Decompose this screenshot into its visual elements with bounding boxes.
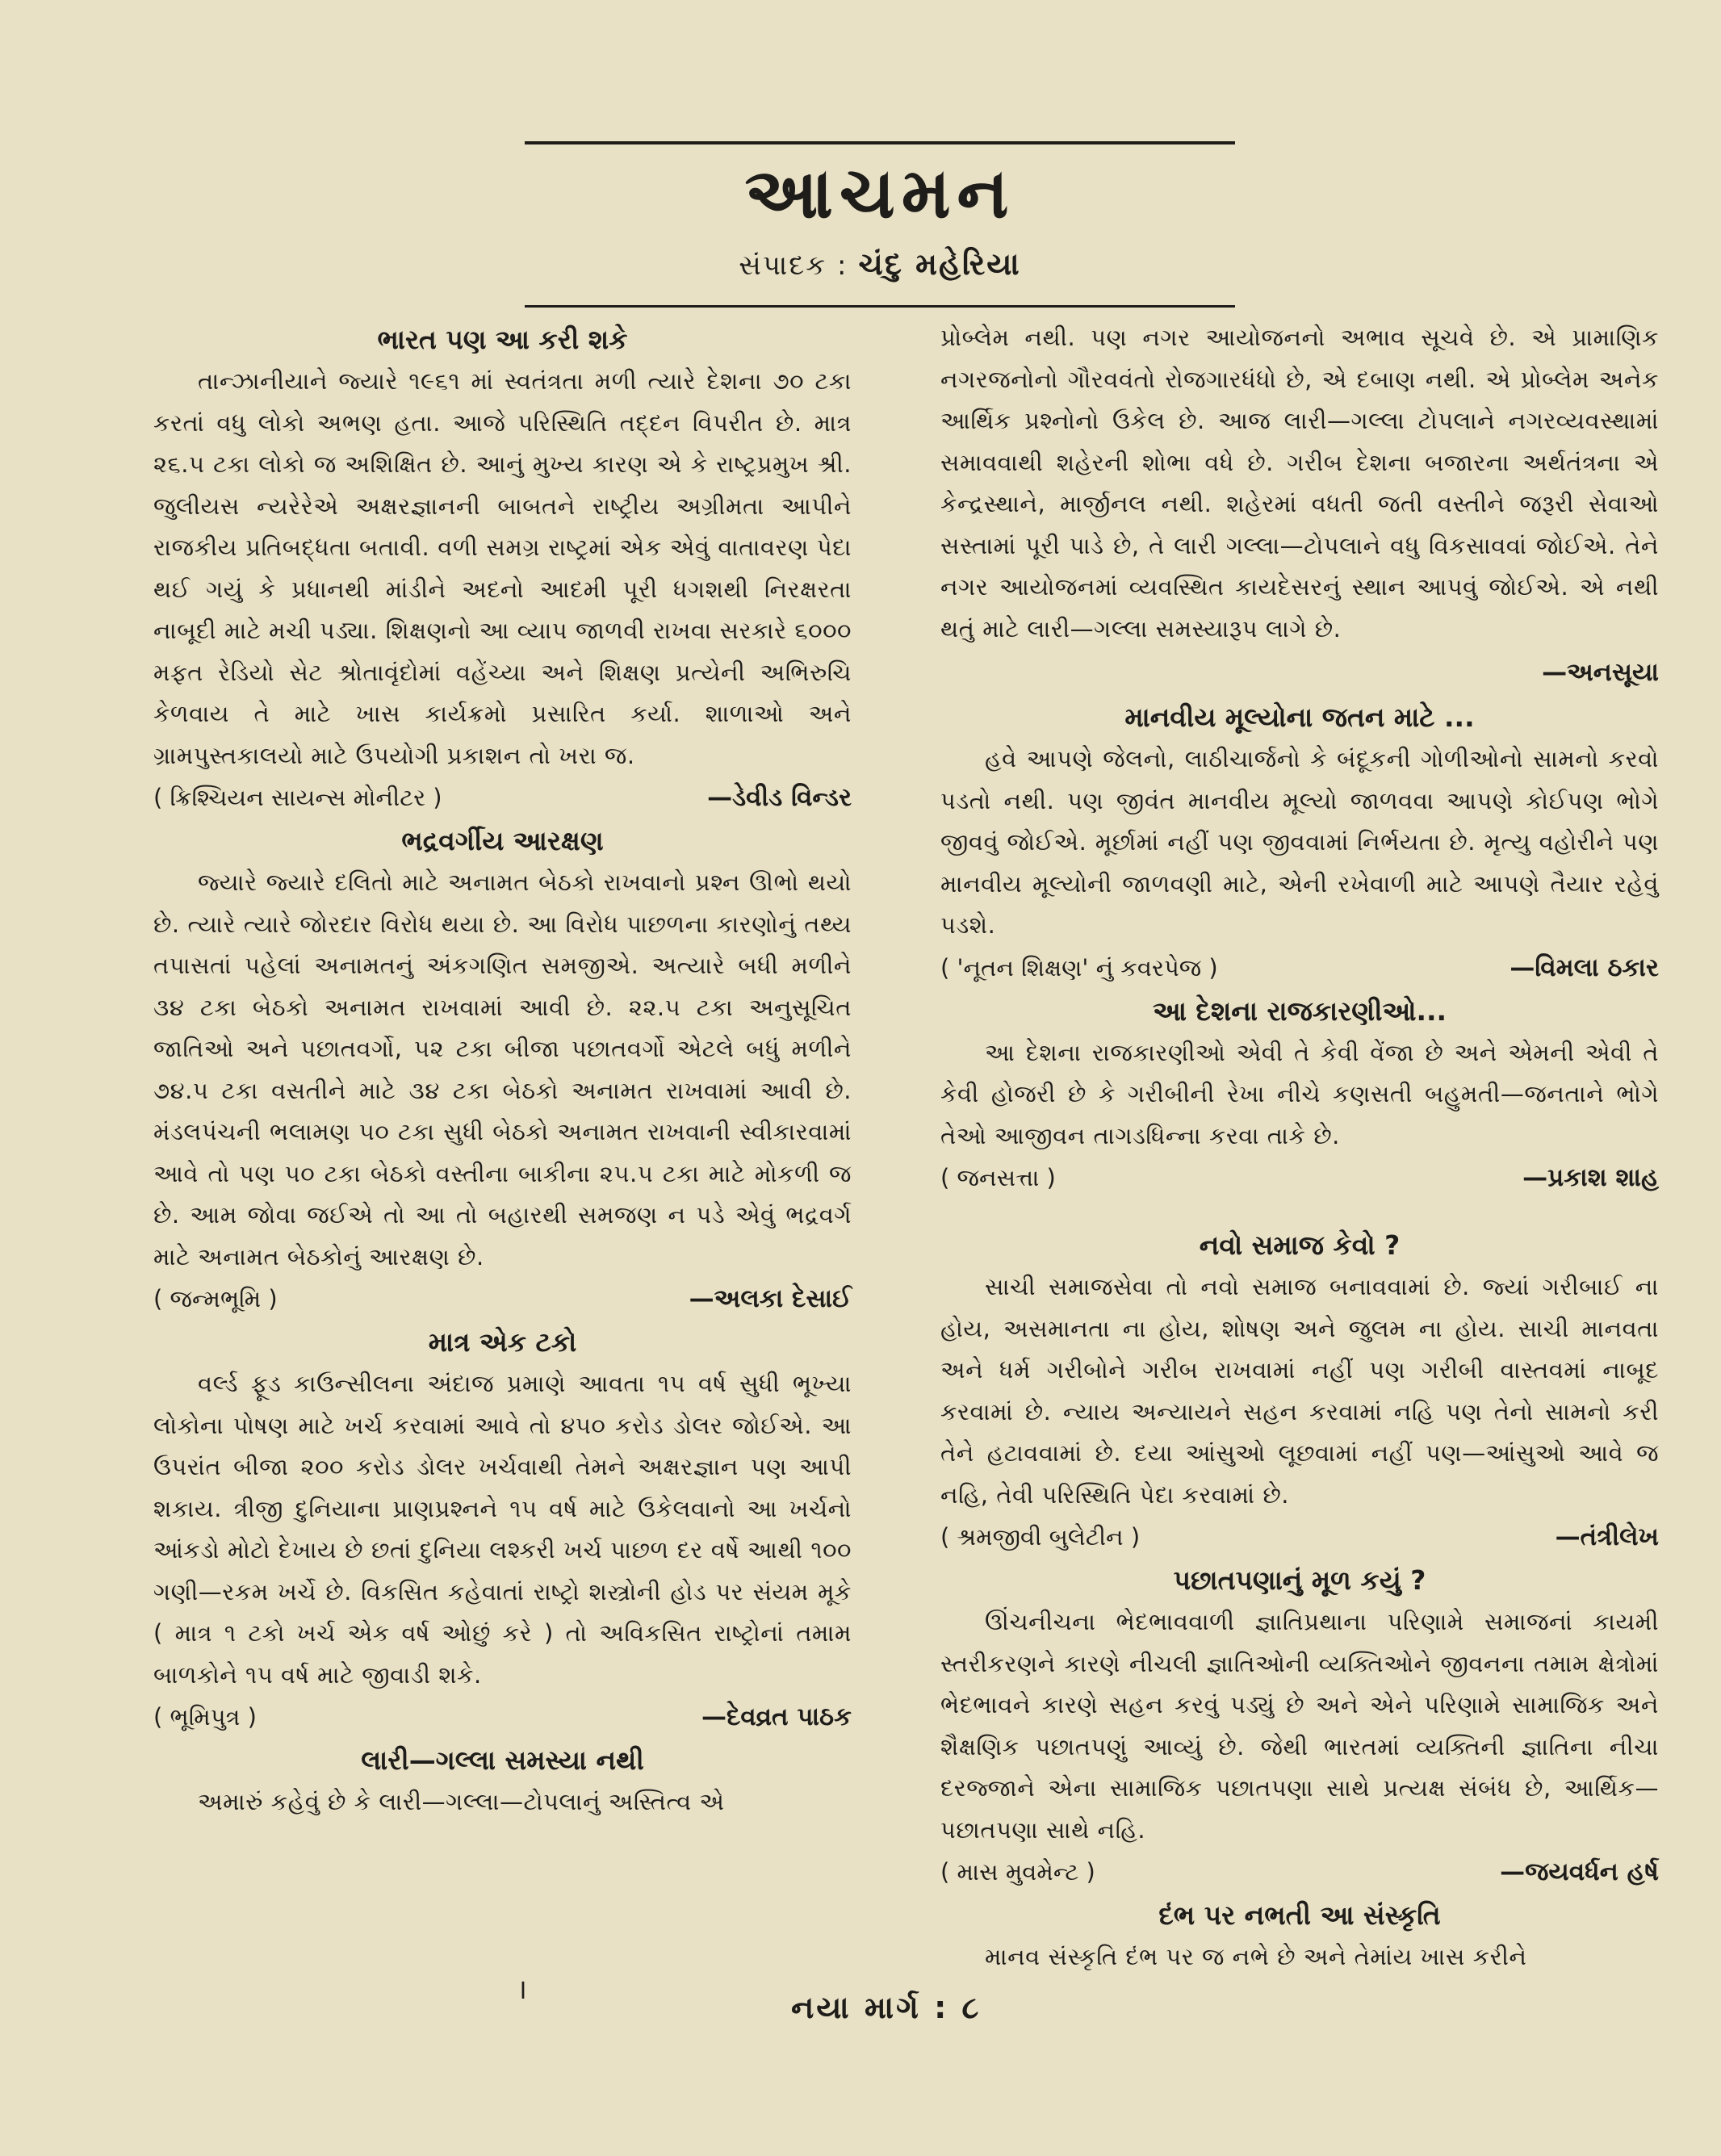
article-credit [153,1278,852,1320]
article-source: ( ભૂમિપુત્ર ) [153,1703,257,1731]
article [940,1561,1659,1893]
article-heading: ભારત પણ આ કરી શકે [377,324,628,355]
article-heading: દંભ પર નભતી આ સંસ્કૃતિ [1158,1899,1441,1931]
article-credit [153,777,852,818]
article [153,320,852,818]
spacer [940,1199,1659,1223]
article-source: ( 'નૂતન શિક્ષણ' નું કવરપેજ ) [940,953,1218,982]
right-column [940,317,1659,1978]
article [153,1323,852,1738]
article-source: ( ક્રિશ્ચિયન સાયન્સ મોનીટર ) [153,784,442,811]
article-body: જ્યારે જ્યારે દલિતો માટે અનામત બેઠકો રાખવાનો પ્રશ્ન ઊભો થયો છે. ત્યારે ત્યારે જોરદાર વિરોધ થયા છે. આ વિરોધ પાછળના કારણોનું તથ્ય તપાસતાં પહેલાં અનામતનું અંકગણિત સમજીએ. અત્યારે બધી મળીને ૩૪ ટકા બેઠકો અનામત રાખવામાં આવી છે. ૨૨.૫ ટકા અનુસૂચિત જાતિઓ અને પછાતવર્ગો, ૫૨ ટકા બીજા પછાતવર્ગો એટલે બધું મળીને ૭૪.૫ ટકા વસતીને માટે ૩૪ ટકા બેઠકો અનામત રાખવામાં આવી છે. મંડલપંચની ભલામણ ૫૦ ટકા સુધી બેઠકો અનામત રાખવાની સ્વીકારવામાં આવે તો પણ ૫૦ ટકા બેઠકો વસ્તીના બાકીના ૨૫.૫ ટકા માટે મોકળી જ છે. આમ જોવા જઈએ તો આ તો બહારથી સમજણ ન પડે એવું ભદ્રવર્ગ માટે અનામત બેઠકોનું આરક્ષણ છે. [153,869,852,1271]
page-mark: । [517,1974,527,2006]
editor-name: ચંદુ મહેરિયા [858,246,1021,282]
article [940,698,1659,989]
article-heading: આ દેશના રાજકારણીઓ... [1152,994,1447,1027]
article-heading: ભદ્રવર્ગીય આરક્ષણ [401,825,604,856]
article-author: —અનસૂયા [1542,658,1659,687]
article-credit [940,1157,1659,1199]
article-source: ( જનસત્તા ) [940,1164,1056,1191]
article-source: ( માસ મુવમેન્ટ ) [940,1858,1095,1886]
article [940,317,1659,695]
article-heading: નવો સમાજ કેવો ? [1199,1229,1401,1261]
article-credit [153,1696,852,1738]
bottom-rule [525,305,1235,308]
article-author: —તંત્રીલેખ [1555,1522,1659,1551]
article-heading: લારી—ગલ્લા સમસ્યા નથી [361,1744,644,1776]
article-source: ( શ્રમજીવી બુલેટીન ) [940,1523,1141,1551]
article [153,822,852,1320]
article-body: તાન્ઝાનીયાને જ્યારે ૧૯૬૧ માં સ્વતંત્રતા મળી ત્યારે દેશના ૭૦ ટકા કરતાં વધુ લોકો અભણ હતા. આજે પરિસ્થિતિ તદ્દન વિપરીત છે. માત્ર ૨૬.૫ ટકા લોકો જ અશિક્ષિત છે. આનું મુખ્ય કારણ એ કે રાષ્ટ્રપ્રમુખ શ્રી. જુલીયસ ન્યરેરેએ અક્ષરજ્ઞાનની બાબતને રાષ્ટ્રીય અગ્રીમતા આપીને રાજકીય પ્રતિબદ્ધતા બતાવી. વળી સમગ્ર રાષ્ટ્રમાં એક એવું વાતાવરણ પેદા થઈ ગયું કે પ્રધાનથી માંડીને અદનો આદમી પૂરી ધગશથી નિરક્ષરતા નાબૂદી માટે મચી પડ્યા. શિક્ષણનો આ વ્યાપ જાળવી રાખવા સરકારે ૬૦૦૦ મફત રેડિયો સેટ શ્રોતાવૃંદોમાં વહેંચ્યા અને શિક્ષણ પ્રત્યેની અભિરુચિ કેળવાય તે માટે ખાસ કાર્યક્રમો પ્રસારિત કર્યા. શાળાઓ અને ગ્રામપુસ્તકાલયો માટે ઉપયોગી પ્રકાશન તો ખરા જ. [153,367,852,769]
article-body: ઊંચનીચના ભેદભાવવાળી જ્ઞાતિપ્રથાના પરિણામે સમાજનાં કાયમી સ્તરીકરણને કારણે નીચલી જ્ઞાતિઓની વ્યક્તિઓને જીવનના તમામ ક્ષેત્રોમાં ભેદભાવને કારણે સહન કરવું પડ્યું છે અને એને પરિણામે સામાજિક અને શૈક્ષણિક પછાતપણું આવ્યું છે. જેથી ભારતમાં વ્યક્તિની જ્ઞાતિના નીચા દરજ્જાને એના સામાજિક પછાતપણા સાથે પ્રત્યક્ષ સંબંધ છે, આર્થિક—પછાતપણા સાથે નહિ. [940,1608,1659,1844]
article-heading: માત્ર એક ટકો [428,1326,577,1358]
article-credit [940,947,1659,989]
article [940,1226,1659,1558]
article-body: વર્લ્ડ ફૂડ કાઉન્સીલના અંદાજ પ્રમાણે આવતા ૧૫ વર્ષ સુધી ભૂખ્યા લોકોના પોષણ માટે ખર્ચ કરવામાં આવે તો ૪૫૦ કરોડ ડોલર જોઈએ. આ ઉપરાંત બીજા ૨૦૦ કરોડ ડોલર ખર્ચવાથી તેમને અક્ષરજ્ઞાન પણ આપી શકાય. ત્રીજી દુનિયાના પ્રાણપ્રશ્નને ૧૫ વર્ષ માટે ઉકેલવાનો આ ખર્ચનો આંકડો મોટો દેખાય છે છતાં દુનિયા લશ્કરી ખર્ચ પાછળ દર વર્ષે આથી ૧૦૦ ગણી—રકમ ખર્ચે છે. વિકસિત કહેવાતાં રાષ્ટ્રો શસ્ત્રોની હોડ પર સંયમ મૂકે ( માત્ર ૧ ટકો ખર્ચ એક વર્ષ ઓછું કરે ) તો અવિકસિત રાષ્ટ્રોનાં તમામ બાળકોને ૧૫ વર્ષ માટે જીવાડી શકે. [153,1370,852,1689]
editor-label: સંપાદક : [739,249,848,282]
article-author: —પ્રકાશ શાહ [1522,1163,1659,1192]
article-body: માનવ સંસ્કૃતિ દંભ પર જ નભે છે અને તેમાંય ખાસ કરીને [985,1943,1527,1970]
article-body: હવે આપણે જેલનો, લાઠીચાર્જનો કે બંદૂકની ગોળીઓનો સામનો કરવો પડતો નથી. પણ જીવંત માનવીય મૂલ્યો જાળવવા આપણે કોઈપણ ભોગે જીવવું જોઈએ. મૂર્છામાં નહીં પણ જીવવામાં નિર્ભયતા છે. મૃત્યુ વહોરીને પણ માનવીય મૂલ્યોની જાળવણી માટે, એની રખેવાળી માટે આપણે તૈયાર રહેવું પડશે. [940,745,1659,939]
article-body: અમારું કહેવું છે કે લારી—ગલ્લા—ટોપલાનું અસ્તિત્વ એ [198,1788,725,1815]
top-rule [525,141,1235,144]
article-author: —જયવર્ધન હર્ષ [1500,1857,1659,1886]
article-heading: પછાતપણાનું મૂળ કયું ? [1173,1564,1426,1596]
article [940,992,1659,1199]
page-title: આચમન [744,153,1015,234]
article-source: ( જન્મભૂમિ ) [153,1285,278,1312]
article-author: —દેવવ્રત પાઠક [701,1702,852,1731]
article [940,1896,1659,1978]
editor-line [525,246,1235,283]
article-body: પ્રોબ્લેમ નથી. પણ નગર આયોજનનો અભાવ સૂચવે છે. એ પ્રામાણિક નગરજનોનો ગૌરવવંતો રોજગારધંધો છે, એ દબાણ નથી. એ પ્રોબ્લેમ અનેક આર્થિક પ્રશ્નોનો ઉકેલ છે. આજ લારી—ગલ્લા ટોપલાને નગરવ્યવસ્થામાં સમાવવાથી શહેરની શોભા વધે છે. ગરીબ દેશના બજારના અર્થતંત્રના એ કેન્દ્રસ્થાને, માર્જીનલ નથી. શહેરમાં વધતી જતી વસ્તીને જરૂરી સેવાઓ સસ્તામાં પૂરી પાડે છે, તે લારી ગલ્લા—ટોપલાને વધુ વિકસાવવાં જોઈએ. તેને નગર આયોજનમાં વ્યવસ્થિત કાયદેસરનું સ્થાન આપવું જોઈએ. એ નથી થતું માટે લારી—ગલ્લા સમસ્યારૂપ લાગે છે. [940,324,1659,643]
article [153,1741,852,1823]
article-body: આ દેશના રાજકારણીઓ એવી તે કેવી વેંજા છે અને એમની એવી તે કેવી હોજરી છે કે ગરીબીની રેખા નીચે કણસતી બહુમતી—જનતાને ભોગે તેઓ આજીવન તાગડધિન્ના કરવા તાકે છે. [940,1038,1659,1149]
article-body: સાચી સમાજસેવા તો નવો સમાજ બનાવવામાં છે. જ્યાં ગરીબાઈ ના હોય, અસમાનતા ના હોય, શોષણ અને જુલમ ના હોય. સાચી માનવતા અને ધર્મ ગરીબોને ગરીબ રાખવામાં નહીં પણ ગરીબી વાસ્તવમાં નાબૂદ કરવામાં છે. ન્યાય અન્યાયને સહન કરવામાં નહિ પણ તેનો સામનો કરી તેને હટાવવામાં છે. દયા આંસુઓ લૂછવામાં નહીં પણ—આંસુઓ આવે જ નહિ, તેવી પરિસ્થિતિ પેદા કરવામાં છે. [940,1273,1659,1509]
article-heading: માનવીય મૂલ્યોના જતન માટે ... [1124,701,1475,733]
left-column [153,317,852,1823]
article-credit [940,1516,1659,1558]
article-author: —અલકા દેસાઈ [689,1284,852,1313]
page-footer: નયા માર્ગ : ૮ [791,1990,982,2025]
article-author: —ડેવીડ વિન્ડર [707,783,852,812]
article-credit [940,1851,1659,1893]
article-author: —વિમલા ઠકાર [1510,952,1659,982]
